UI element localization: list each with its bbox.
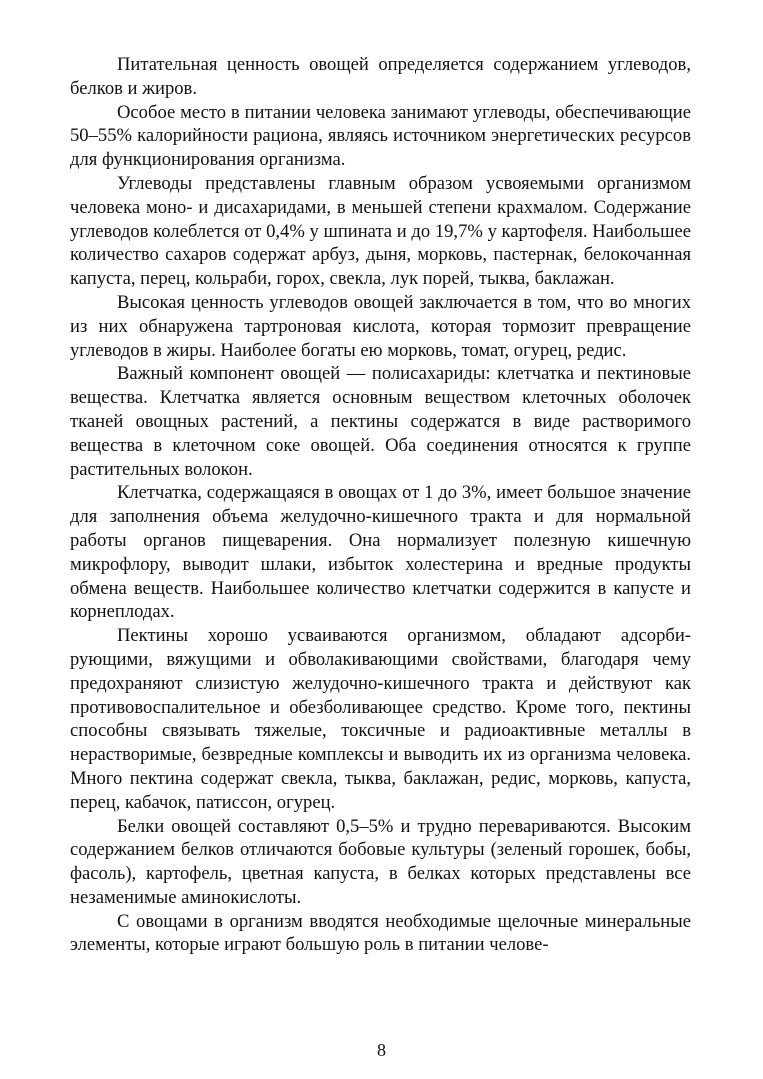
- page-body: [70, 53, 691, 957]
- paragraph-minerals: С овощами в организм вводятся необходимые щелочные минеральные элементы, которые играют большую роль в питании челове-: [70, 910, 691, 956]
- paragraph-tartronic-acid: Высокая ценность углеводов овощей заключается в том, что во многих из них обнаружена тартроновая кислота, которая тормозит превращение углеводов в жиры. Наиболее богаты ею морковь, томат, огурец, редис.: [70, 291, 691, 361]
- paragraph-polysaccharides: Важный компонент овощей — полисахариды: клетчатка и пектиновые вещества. Клетчатка является основным веществом клеточных оболочек тканей овощных растений, а пектины содержатся в виде растворимого вещества в клеточном соке овощей. Оба соединения относятся к группе растительных волокон.: [70, 363, 691, 480]
- paragraph-fiber: Клетчатка, содержащаяся в овощах от 1 до 3%, имеет большое значение для заполнения объема желудочно-кишечного тракта и для нормальной работы органов пищеварения. Она нормализует полезную кишечную микрофлору, выводит шлаки, избыток холестерина и вредные продукты обмена веществ. Наибольшее количество клетчатки содержится в капусте и корнеплодах.: [70, 482, 691, 623]
- page-number: 8: [377, 1040, 386, 1060]
- paragraph-proteins: Белки овощей составляют 0,5–5% и трудно перевариваются. Высоким содержанием белков отличаются бобовые культуры (зеленый горошек, бобы, фасоль), картофель, цветная капуста, в белках которых представлены все незаменимые аминокислоты.: [70, 815, 691, 908]
- paragraph-nutritional-value: Питательная ценность овощей определяется содержанием углеводов, белков и жиров.: [70, 54, 691, 99]
- paragraph-pectins: Пектины хорошо усваиваются организмом, обладают адсорбирующими, вяжущими и обволакивающими свойствами, благодаря чему предохраняют слизистую желудочно-кишечного тракта и действуют как противовоспалительное и обезболивающее средство. Кроме того, пектины способны связывать тяжелые, токсичные и радиоактивные металлы в нерастворимые, безвредные комплексы и выводить их из организма человека. Много пектина содержат свекла, тыква, баклажан, редис, морковь, капуста, перец, кабачок, патиссон, огурец.: [70, 625, 691, 813]
- paragraph-carbohydrates-role: Особое место в питании человека занимают углеводы, обеспечивающие 50–55% калорийности рациона, являясь источником энергетических ресурсов для функционирования организма.: [70, 101, 691, 171]
- paragraph-carbohydrates-content: Углеводы представлены главным образом усвояемыми организмом человека моно- и дисахаридами, в меньшей степени крахмалом. Содержание углеводов колеблется от 0,4% у шпината и до 19,7% у картофеля. Наибольшее количество сахаров содержат арбуз, дыня, морковь, пастернак, белокочанная капуста, перец, кольраби, горох, свекла, лук порей, тыква, баклажан.: [70, 172, 691, 290]
